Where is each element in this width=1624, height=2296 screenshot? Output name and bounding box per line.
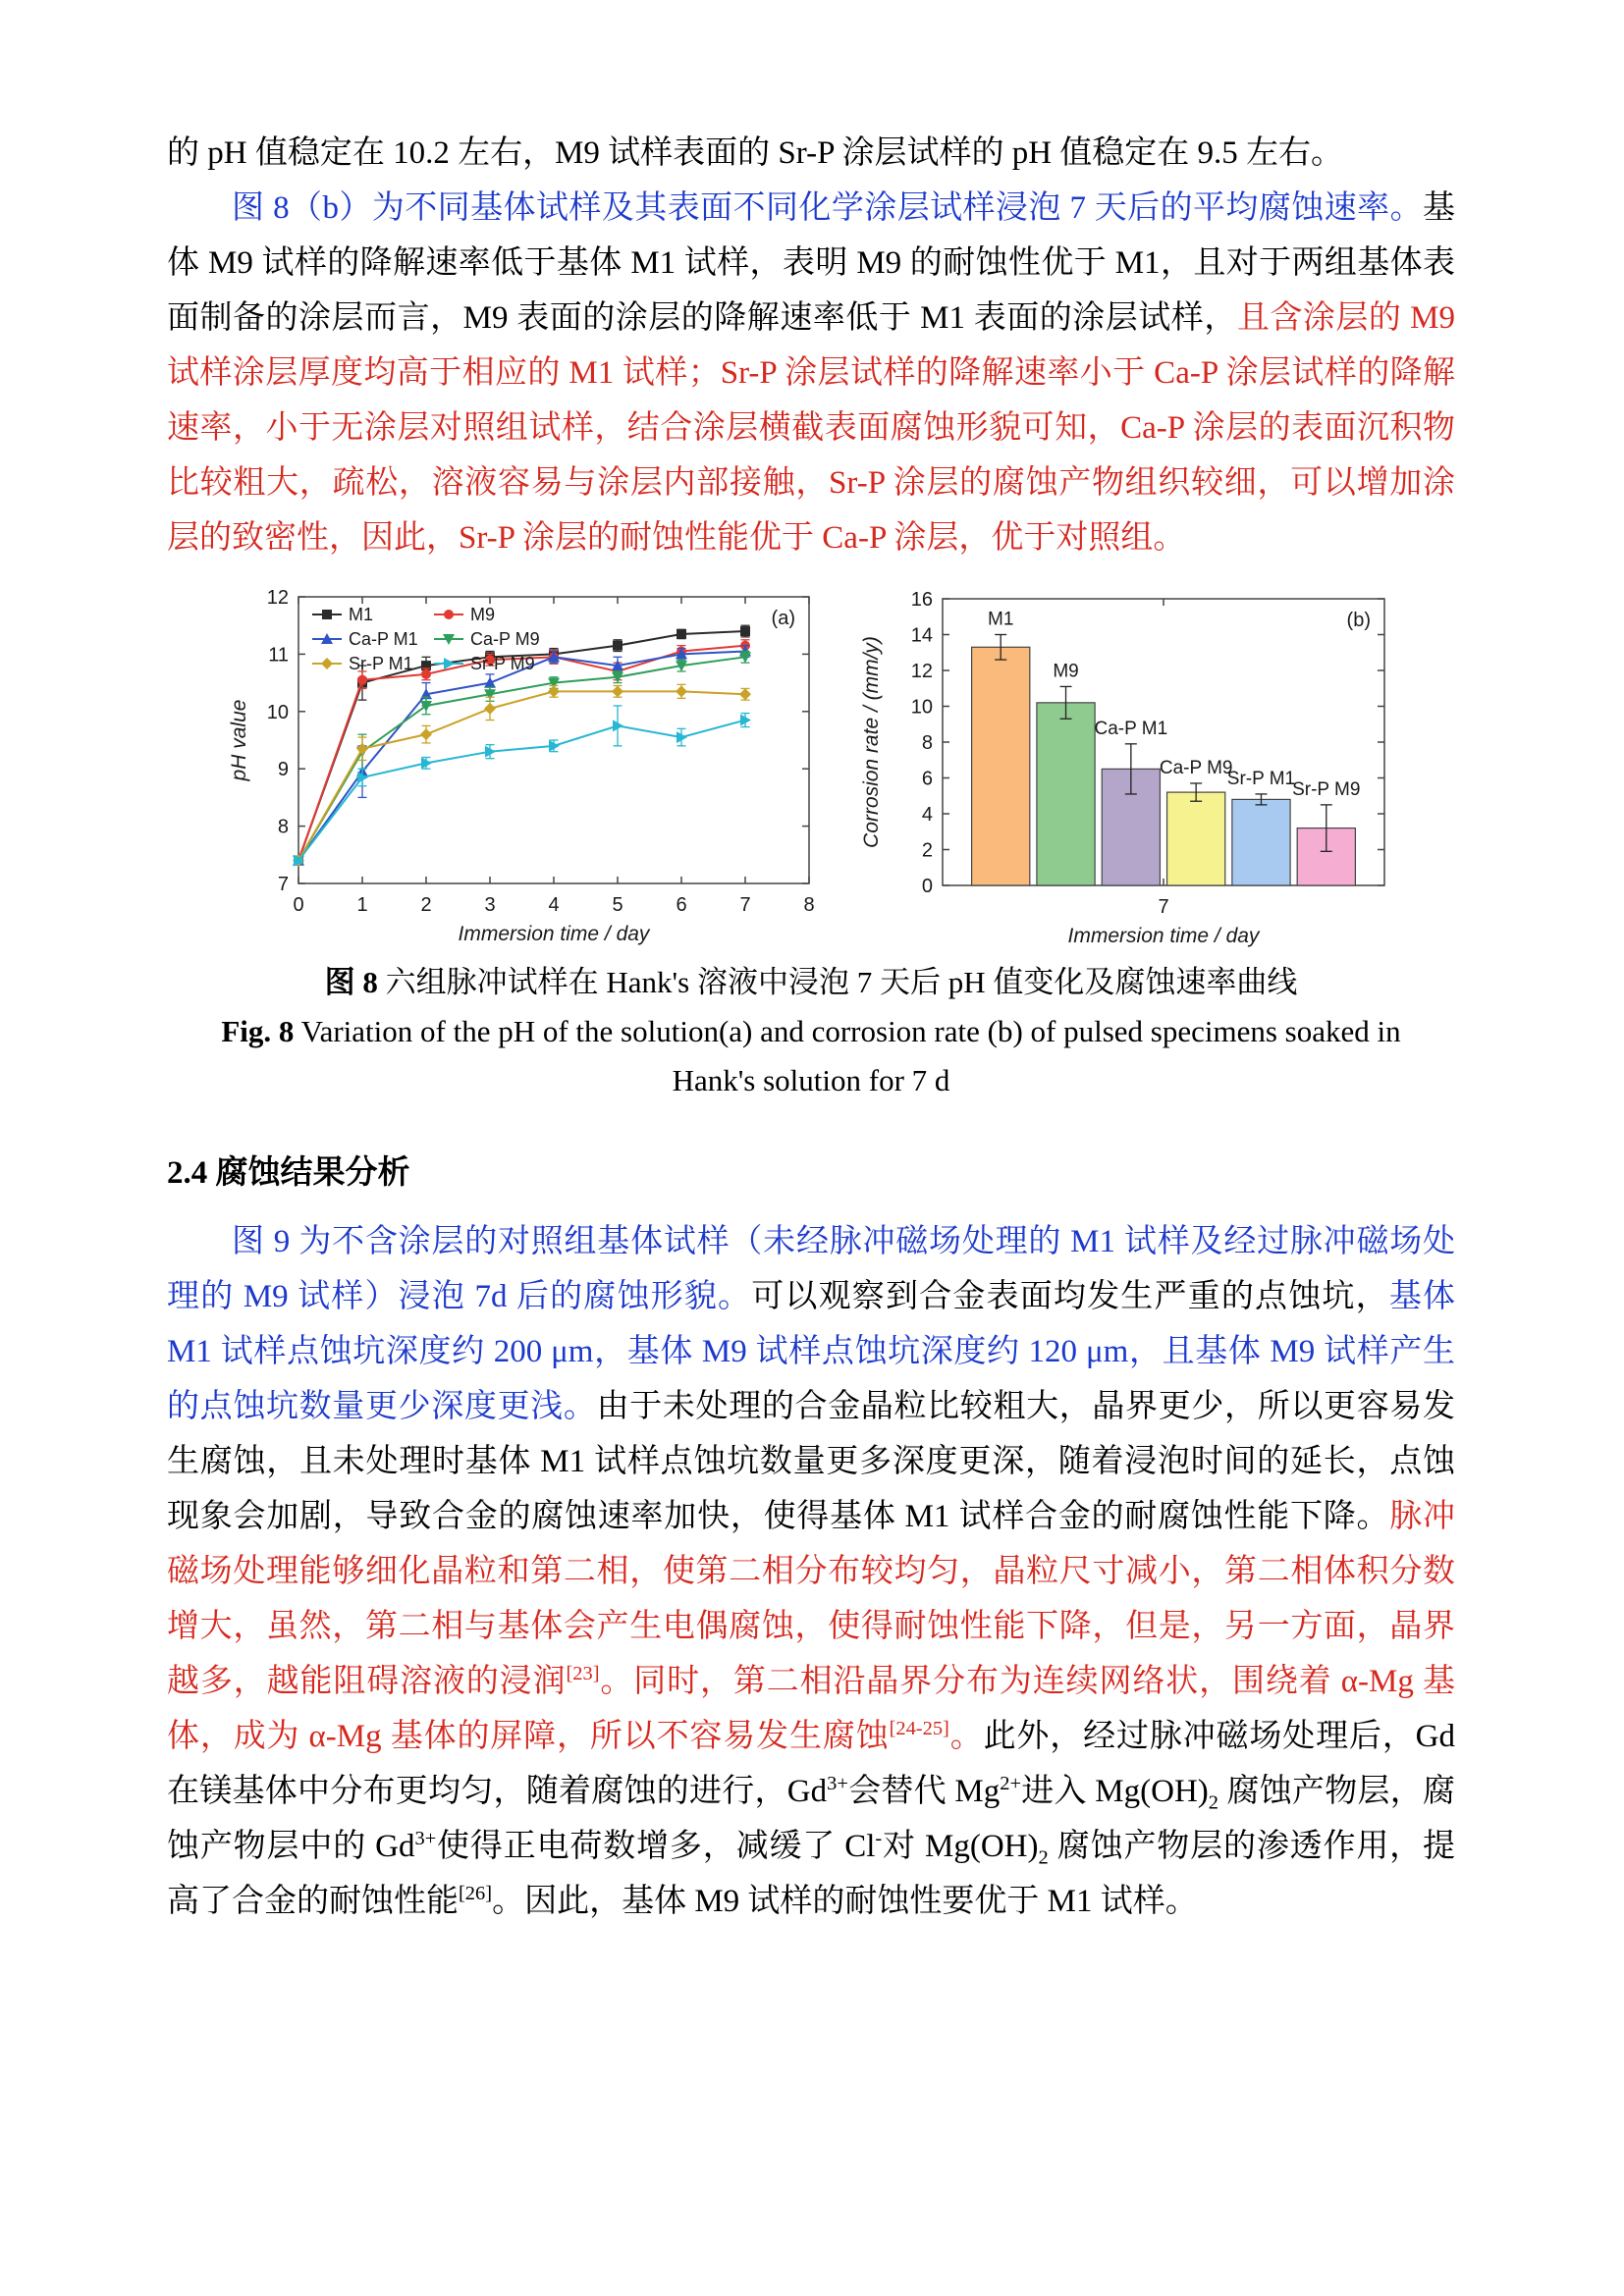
x-tick-label: 6 [676, 894, 687, 916]
legend-label: Ca-P M1 [349, 629, 418, 649]
x-tick-label: 1 [356, 894, 368, 916]
y-tick-label: 8 [921, 732, 933, 754]
text-run: 腐蚀产物层，腐蚀产物层中的 Gd [167, 1774, 1456, 1864]
y-tick-label: 7 [277, 874, 289, 895]
y-tick-label: 12 [266, 587, 289, 609]
text-run: 。同时，第二相沿晶界分布为连续网络状，围绕着 α-Mg 基体，成为 α-Mg 基体的屏障，所以不容易发生腐蚀 [167, 1664, 1456, 1754]
text-run: 脉冲磁场处理能够细化晶粒和第二相，使第二相分布较均匀，晶粒尺寸减小，第二相体积分数增大，虽然，第二相与基体会产生电偶腐蚀，使得耐蚀性能下降，但是，另一方面，晶界越多，越能阻碍溶液的浸润 [167, 1499, 1456, 1699]
legend-label: M1 [349, 605, 374, 624]
text-run: 3+ [827, 1773, 848, 1794]
bar-label: Ca-P M1 [1094, 718, 1168, 739]
y-tick-label: 11 [268, 644, 289, 667]
y-tick-label: 8 [277, 816, 289, 838]
bar-label: M9 [1053, 661, 1079, 682]
y-tick-label: 10 [910, 696, 933, 719]
panel-label: (a) [771, 608, 795, 629]
text-run: 六组脉冲试样在 Hank's 溶液中浸泡 7 天后 pH 值变化及腐蚀速率曲线 [377, 965, 1298, 999]
bar-label: Sr-P M9 [1292, 778, 1361, 800]
x-axis-label: Immersion time / day [458, 923, 650, 945]
figure-8 [167, 581, 1455, 956]
y-tick-label: 14 [910, 624, 933, 647]
text-run: 2 [1038, 1846, 1049, 1869]
paragraph-ph-continuation [167, 126, 1455, 181]
text-run: 图 8（b）为不同基体试样及其表面不同化学涂层试样浸泡 7 天后的平均腐蚀速率。 [232, 190, 1423, 226]
section-heading-2-4: 2.4 腐蚀结果分析 [167, 1155, 410, 1191]
text-run: 2 [1208, 1791, 1218, 1814]
x-tick-label: 7 [1158, 896, 1169, 918]
legend-label: Sr-P M1 [349, 654, 413, 673]
paragraph-corrosion-analysis [167, 1214, 1455, 1929]
text-run: Hank's solution for 7 d [672, 1063, 950, 1097]
bar-label: M1 [988, 609, 1014, 630]
text-run: Variation of the pH of the solution(a) and corrosion rate (b) of pulsed specimens soaked in [294, 1014, 1401, 1048]
text-run: [26] [459, 1883, 493, 1904]
text-run: 的 pH 值稳定在 10.2 左右，M9 试样表面的 Sr-P 涂层试样的 pH 值稳定在 9.5 左右。 [167, 135, 1344, 171]
text-run: 图 9 为不含涂层的对照组基体试样（未经脉冲磁场处理的 M1 试样及经过脉冲磁场处理的 M9 试样）浸泡 7d 后的腐蚀形貌。 [167, 1224, 1455, 1314]
text-run: 。 [948, 1719, 984, 1754]
legend-label: Sr-P M9 [470, 654, 535, 673]
text-run: 且含涂层的 M9 试样涂层厚度均高于相应的 M1 试样；Sr-P 涂层试样的降解速率小于 Ca-P 涂层试样的降解速率，小于无涂层对照组试样，结合涂层横截表面腐蚀形貌可知，Ca-P 涂层的表面沉积物比较粗大，疏松，溶液容易与涂层内部接触，Sr-P 涂层的腐蚀产物组织较细，可以增加涂层的致密性，因此，Sr-P 涂层的耐蚀性能优于 Ca-P 涂层，优于对照组。 [167, 300, 1456, 556]
page-content [167, 126, 1455, 1929]
text-run: 会替代 Mg [847, 1774, 1001, 1809]
y-axis-label: pH value [228, 699, 250, 781]
legend-label: M9 [470, 605, 496, 624]
text-run: 进入 Mg(OH) [1021, 1774, 1209, 1809]
bar-sr-p-m1 [1232, 799, 1290, 885]
x-tick-label: 4 [548, 894, 560, 916]
text-run: 。因此，基体 M9 试样的耐蚀性要优于 M1 试样。 [492, 1884, 1198, 1919]
text-run: Fig. 8 [221, 1014, 295, 1048]
bar-label: Ca-P M9 [1159, 757, 1233, 778]
y-tick-label: 9 [277, 759, 289, 781]
text-run: [23] [566, 1663, 600, 1684]
x-tick-label: 0 [293, 894, 304, 916]
ph-line-chart [220, 581, 829, 956]
bar-plot-area [911, 589, 1384, 897]
legend-label: Ca-P M9 [470, 629, 540, 649]
y-tick-label: 0 [921, 876, 933, 897]
bar-m9 [1037, 703, 1095, 885]
y-tick-label: 10 [266, 701, 289, 723]
text-run: [24-25] [889, 1718, 949, 1739]
text-run: 腐蚀产物层的渗透作用，提高了合金的耐蚀性能 [167, 1829, 1456, 1919]
panel-label: (b) [1346, 610, 1371, 631]
paragraph-figure8-discussion [167, 181, 1455, 565]
text-run: 使得正电荷数增多，减缓了 Cl [436, 1829, 876, 1864]
text-run: 图 8 [324, 965, 378, 999]
text-run: 可以观察到合金表面均发生严重的点蚀坑， [751, 1279, 1389, 1314]
text-run: 2+ [1000, 1773, 1022, 1794]
corrosion-bar-chart [852, 583, 1402, 956]
text-run: 对 Mg(OH) [882, 1829, 1039, 1864]
x-axis-label: Immersion time / day [1067, 925, 1260, 947]
bar-m1 [972, 647, 1030, 885]
text-run: 基体 M1 试样点蚀坑深度约 200 μm，基体 M9 试样点蚀坑深度约 120 μm，且基体 M9 试样产生的点蚀坑数量更少深度更浅。 [167, 1279, 1456, 1424]
y-tick-label: 12 [910, 661, 933, 682]
x-tick-label: 3 [484, 894, 496, 916]
text-run: 由于未处理的合金晶粒比较粗大，晶界更少，所以更容易发生腐蚀，且未处理时基体 M1 试样点蚀坑数量更多深度更深，随着浸泡时间的延长，点蚀现象会加剧，导致合金的腐蚀速率加快，使得基体 M1 试样合金的耐腐蚀性能下降。 [167, 1389, 1456, 1534]
y-tick-label: 6 [921, 768, 933, 790]
y-tick-label: 2 [921, 839, 933, 862]
x-tick-label: 7 [739, 894, 751, 916]
figure-8-caption-en-line1 [167, 1009, 1455, 1054]
x-tick-label: 2 [420, 894, 432, 916]
bar-ca-p-m9 [1167, 792, 1225, 885]
y-tick-label: 16 [910, 589, 933, 611]
x-tick-label: 8 [803, 894, 815, 916]
text-run: 3+ [414, 1828, 437, 1849]
x-tick-label: 5 [612, 894, 623, 916]
figure-8-caption-cn [167, 960, 1455, 1005]
bar-label: Sr-P M1 [1226, 768, 1296, 789]
text-run: - [875, 1828, 883, 1849]
text-run: 此外，经过脉冲磁场处理后，Gd 在镁基体中分布更均匀，随着腐蚀的进行，Gd [167, 1719, 1456, 1809]
y-tick-label: 4 [921, 804, 933, 826]
text-run: 基体 M9 试样的降解速率低于基体 M1 试样，表明 M9 的耐蚀性优于 M1，且对于两组基体表面制备的涂层而言，M9 表面的涂层的降解速率低于 M1 表面的涂层试样， [167, 190, 1455, 336]
figure-8-caption-en-line2 [167, 1058, 1455, 1103]
y-axis-label: Corrosion rate / (mm/y) [860, 636, 883, 848]
